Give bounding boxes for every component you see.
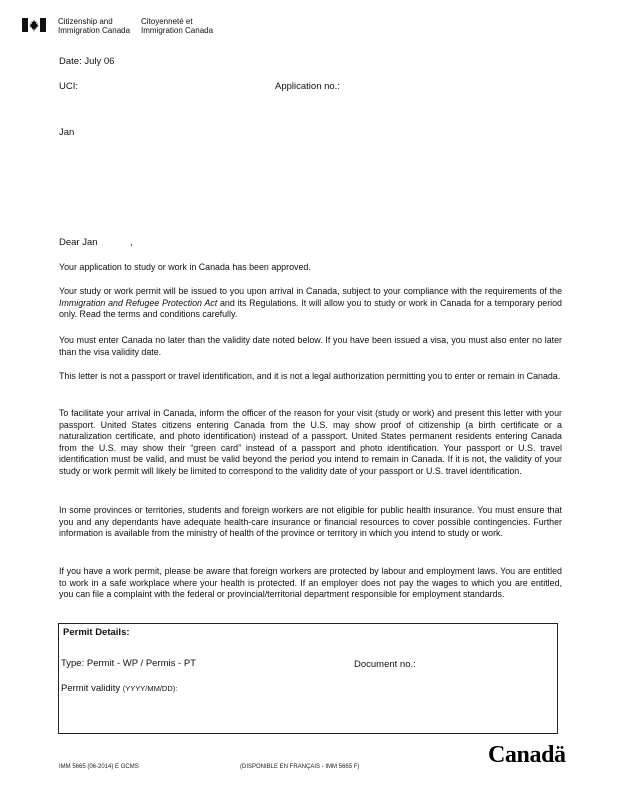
department-name-french (141, 17, 213, 35)
addressee-name: Jan (59, 127, 75, 138)
arrival-instructions-paragraph: To facilitate your arrival in Canada, inform the officer of the reason for your visit (study or work) and present this letter with your passport. United States citizens entering Canada from the U.S. may show proof of citizenship (a birth certificate or a naturalization certificate, and photo identification) instead of a passport. United States permanent residents entering Canada from the U.S. may show their “green card” instead of a passport and photo identification. Your passport or U.S. travel identification must be valid, and must be valid beyond the period you intend to remain in Canada. If it is not, the validity of your study or work permit will likely be limited to correspond to the validity date of your passport or U.S. travel identification. (59, 408, 562, 476)
application-number-label: Application no.: (275, 81, 340, 92)
canada-flag-icon (22, 18, 46, 32)
permit-validity-text: Permit validity (61, 683, 121, 694)
permit-issuance-text-a: Your study or work permit will be issued to you upon arrival in Canada, subject to your compliance with the requirements of the (59, 286, 562, 296)
salutation-comma: , (130, 237, 133, 248)
department-fr-line-2: Immigration Canada (141, 26, 214, 35)
entry-deadline-paragraph: You must enter Canada no later than the validity date noted below. If you have been issued a visa, you must also enter no later than the visa validity date. (59, 335, 562, 357)
french-availability-note: (DISPONIBLE EN FRANÇAIS - IMM 5665 F) (240, 764, 360, 770)
department-en-line-1: Citizenship and (58, 17, 113, 26)
document-number-label: Document no.: (354, 659, 416, 670)
letter-date: Date: July 06 (59, 56, 115, 67)
approval-paragraph: Your application to study or work in Canada has been approved. (59, 262, 311, 272)
act-name: Immigration and Refugee Protection Act (59, 297, 218, 308)
form-code: IMM 5665 (06-2014) E GCMS (59, 764, 139, 770)
worker-rights-paragraph: If you have a work permit, please be aware that foreign workers are protected by labour and employment laws. You are entitled to work in a safe workplace where your health is protected. If an employer does not pay the wages to which you are entitled, you can file a complaint with the federal or provincial/territorial department responsible for employment standards. (59, 566, 562, 599)
permit-validity-label (61, 683, 177, 694)
permit-type: Type: Permit - WP / Permis - PT (61, 658, 196, 669)
canada-wordmark: Canadä (488, 742, 566, 768)
uci-label: UCI: (59, 81, 78, 92)
department-en-line-2: Immigration Canada (58, 26, 131, 35)
permit-details-title: Permit Details: (63, 627, 130, 638)
department-name-english (58, 17, 130, 35)
permit-details-box (58, 623, 558, 734)
not-passport-paragraph: This letter is not a passport or travel identification, and it is not a legal authorization permitting you to enter or remain in Canada. (59, 371, 561, 381)
permit-issuance-paragraph (59, 286, 562, 321)
salutation: Dear Jan (59, 237, 98, 248)
department-fr-line-1: Citoyenneté et (141, 17, 193, 26)
permit-validity-format: (YYYY/MM/DD): (122, 684, 178, 693)
permit-issuance-text-b: and its Regulations. It will allow you to study or work in Canada for a temporary period only. Read the terms and conditions carefully. (59, 297, 562, 319)
health-insurance-paragraph: In some provinces or territories, students and foreign workers are not eligible for public health insurance. You must ensure that you and any dependants have adequate health-care insurance or financial resources to cover possible contingencies. Further information is available from the ministry of health of the province or territory in which you intend to study or work. (59, 505, 562, 538)
